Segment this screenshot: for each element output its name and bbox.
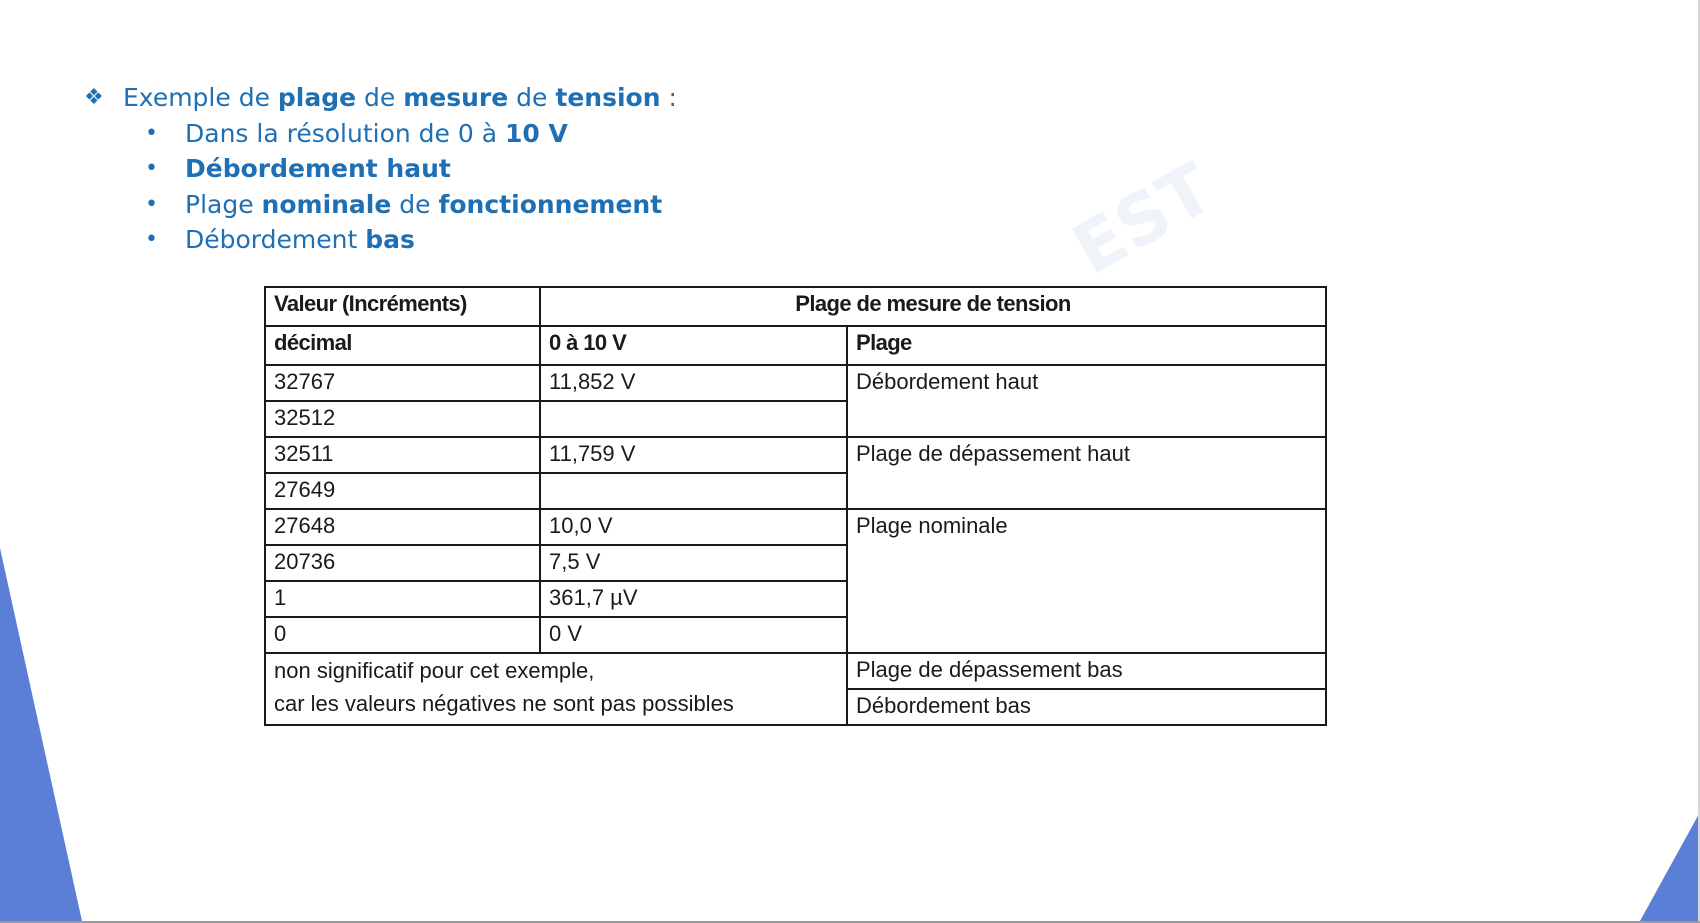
cell-voltage: 10,0 V bbox=[540, 509, 847, 545]
cell-decimal: 27648 bbox=[265, 509, 540, 545]
sub-bullet-bold: Débordement haut bbox=[185, 154, 451, 183]
sub-bullet-resolution bbox=[84, 116, 677, 152]
cell-decimal: 32511 bbox=[265, 437, 540, 473]
cell-voltage: 11,852 V bbox=[540, 365, 847, 401]
header-plage-mesure: Plage de mesure de tension bbox=[540, 287, 1326, 326]
sub-bullet-bold-2: fonctionnement bbox=[438, 189, 663, 219]
right-corner-shape bbox=[1640, 812, 1700, 921]
subheader-plage: Plage bbox=[847, 326, 1326, 365]
voltage-range-table bbox=[264, 286, 1327, 726]
main-bullet-prefix: Exemple de bbox=[123, 83, 278, 112]
bullet-dot-icon: • bbox=[145, 227, 158, 252]
cell-voltage: 7,5 V bbox=[540, 545, 847, 581]
bullet-list bbox=[84, 80, 677, 258]
bullet-dot-icon: • bbox=[145, 156, 158, 181]
bullet-dot-icon: • bbox=[145, 191, 158, 217]
cell-decimal: 20736 bbox=[265, 545, 540, 581]
range-underrange: Plage de dépassement bas bbox=[847, 653, 1326, 689]
table-row bbox=[265, 509, 1326, 545]
watermark: EST bbox=[1059, 146, 1227, 292]
sub-bullet-bold: bas bbox=[365, 225, 415, 254]
sub-bullet-nominal bbox=[84, 187, 677, 223]
range-overflow-high: Débordement haut bbox=[847, 365, 1326, 437]
cell-decimal: 32512 bbox=[265, 401, 540, 437]
footnote-cell bbox=[265, 653, 847, 725]
main-bullet-bold-plage: plage bbox=[277, 83, 357, 112]
sub-bullet-text: Dans la résolution de 0 à bbox=[185, 118, 505, 148]
main-bullet bbox=[84, 80, 677, 116]
table-row bbox=[265, 653, 1326, 689]
cell-voltage: 0 V bbox=[540, 617, 847, 653]
table-row bbox=[265, 437, 1326, 473]
subheader-voltage: 0 à 10 V bbox=[540, 326, 847, 365]
cell-decimal: 27649 bbox=[265, 473, 540, 509]
table-row bbox=[265, 365, 1326, 401]
sub-bullet-overflow-low bbox=[84, 222, 677, 258]
diamond-bullet-icon: ❖ bbox=[84, 85, 104, 110]
cell-decimal: 32767 bbox=[265, 365, 540, 401]
cell-voltage: 11,759 V bbox=[540, 437, 847, 473]
sub-bullet-text-2: de bbox=[391, 189, 439, 219]
range-overrange-high: Plage de dépassement haut bbox=[847, 437, 1326, 509]
cell-decimal: 1 bbox=[265, 581, 540, 617]
sub-bullet-text: Plage bbox=[185, 189, 262, 219]
header-valeur: Valeur (Incréments) bbox=[265, 287, 540, 326]
main-bullet-suffix: : bbox=[660, 83, 677, 112]
footnote-line-1: non significatif pour cet exemple, bbox=[274, 658, 595, 683]
sub-bullet-overflow-high bbox=[84, 151, 677, 187]
footnote-line-2: car les valeurs négatives ne sont pas possibles bbox=[274, 691, 734, 716]
cell-voltage bbox=[540, 473, 847, 509]
sub-bullet-bold: nominale bbox=[261, 189, 392, 219]
table-header-row bbox=[265, 287, 1326, 326]
main-bullet-text-1: de bbox=[356, 83, 404, 112]
table-subheader-row bbox=[265, 326, 1326, 365]
cell-voltage: 361,7 µV bbox=[540, 581, 847, 617]
sub-bullet-bold: 10 V bbox=[504, 118, 568, 148]
left-corner-shape bbox=[0, 548, 82, 921]
cell-decimal: 0 bbox=[265, 617, 540, 653]
cell-voltage bbox=[540, 401, 847, 437]
subheader-decimal: décimal bbox=[265, 326, 540, 365]
sub-bullet-text: Débordement bbox=[185, 225, 366, 254]
range-underflow: Débordement bas bbox=[847, 689, 1326, 725]
bullet-dot-icon: • bbox=[145, 120, 158, 146]
main-bullet-text-2: de bbox=[508, 83, 556, 112]
main-bullet-bold-tension: tension bbox=[555, 83, 661, 112]
range-nominal: Plage nominale bbox=[847, 509, 1326, 653]
main-bullet-bold-mesure: mesure bbox=[403, 83, 509, 112]
